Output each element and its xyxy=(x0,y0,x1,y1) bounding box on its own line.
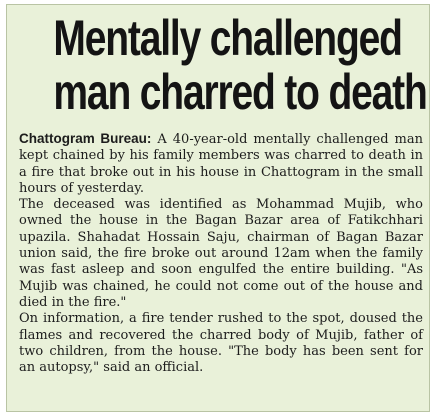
headline-line-2: man charred to death xyxy=(53,64,427,120)
headline xyxy=(7,11,429,119)
article-paragraph xyxy=(19,131,423,197)
article-body xyxy=(19,131,423,376)
headline-line-1: Mentally challenged xyxy=(53,10,402,66)
paragraph-text: A 40-year-old mentally challenged man kept chained by his family members was charred to death in a fire that broke out in his house in Chattogram in the small hours of yesterday. xyxy=(19,132,424,196)
dateline: Chattogram Bureau: xyxy=(19,131,152,146)
article-paragraph: The deceased was identified as Mohammad Mujib, who owned the house in the Bagan Bazar area of Fatikchhari upazila. Shahadat Hossain Saju, chairman of Bagan Bazar union said, the fire broke out around 12am when the family was fast asleep and soon engulfed the entire building. "As Mujib was chained, he could not come out of the house and died in the fire." xyxy=(19,197,423,310)
news-clipping xyxy=(6,4,430,412)
article-paragraph: On information, a fire tender rushed to the spot, doused the flames and recovered the charred body of Mujib, father of two children, from the house. "The body has been sent for an autopsy," said an official. xyxy=(19,311,423,376)
